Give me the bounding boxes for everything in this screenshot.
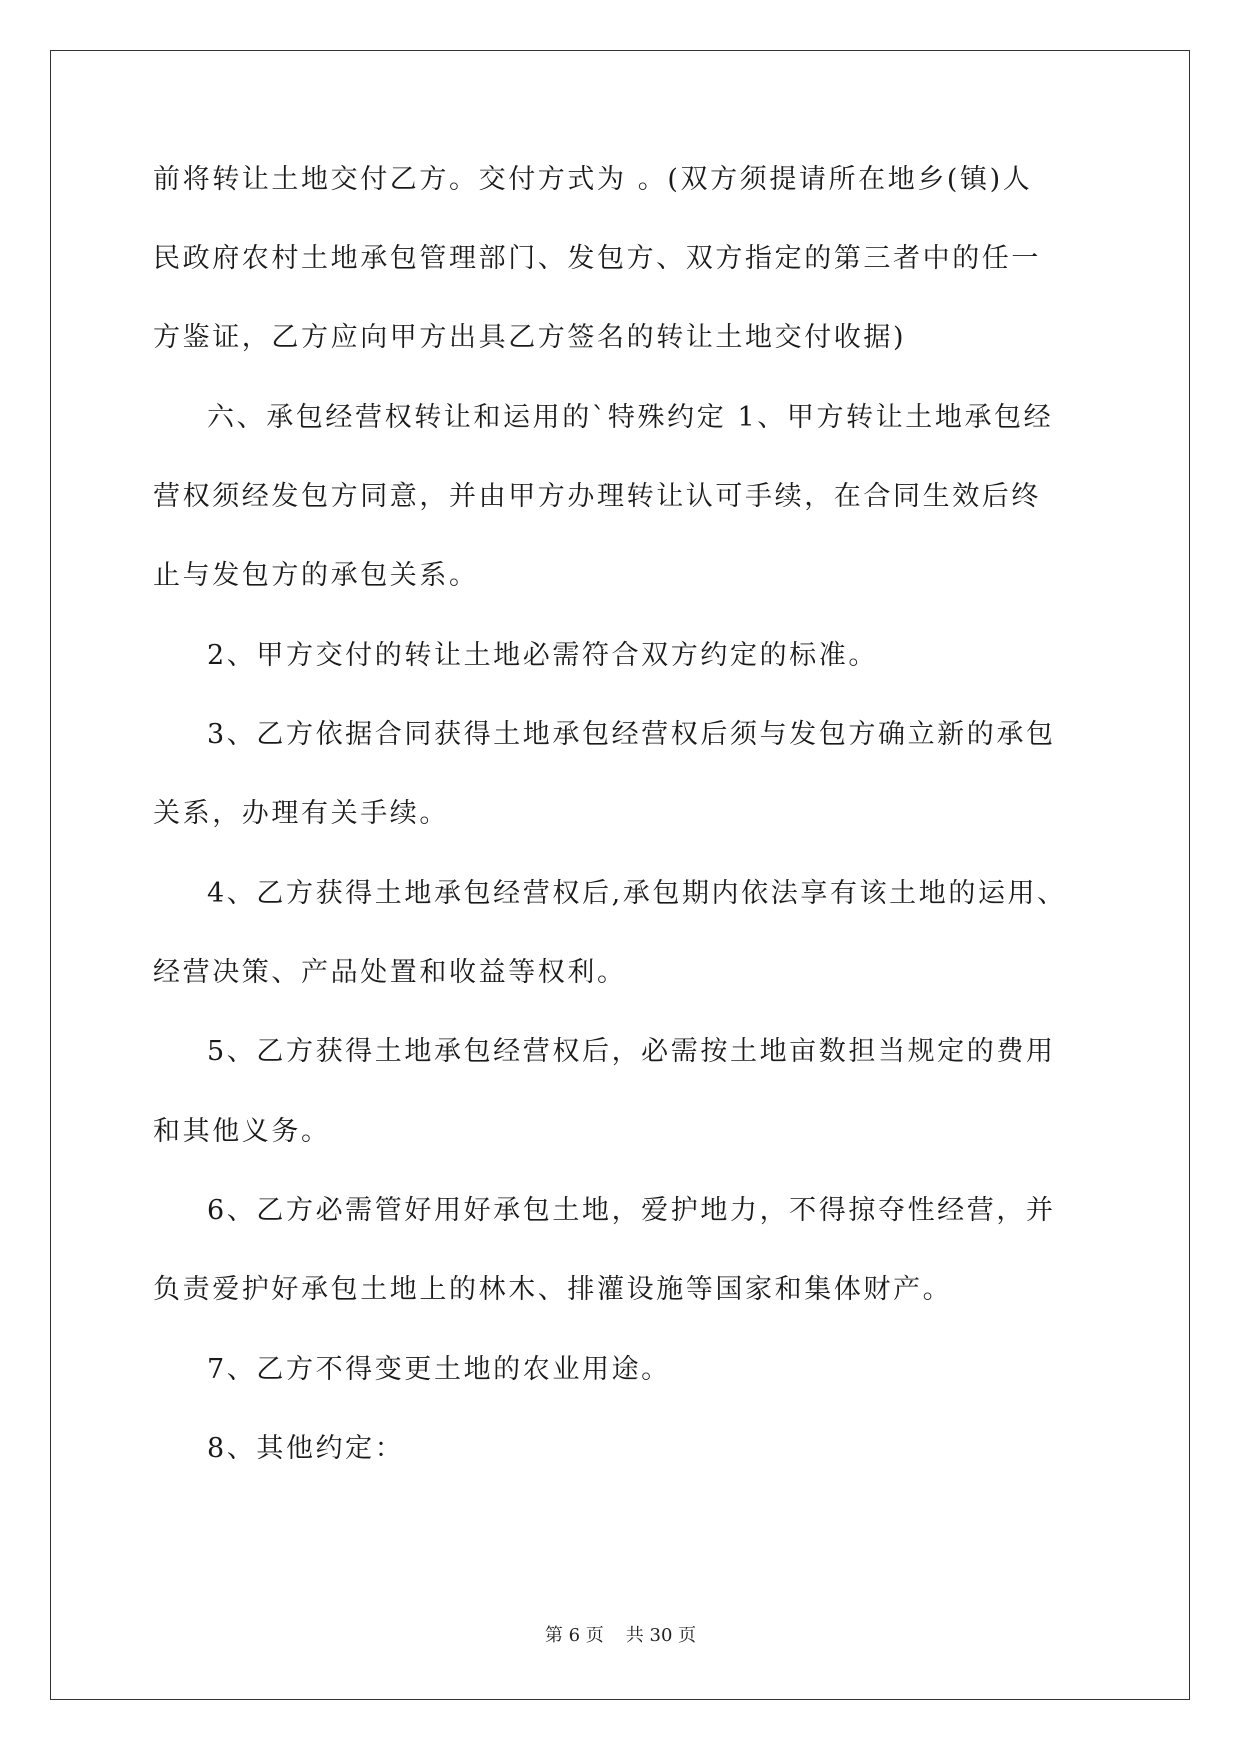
text-line: 关系，办理有关手续。	[153, 798, 449, 829]
text-line: 6、乙方必需管好用好承包土地，爱护地力，不得掠夺性经营，并	[207, 1195, 1056, 1226]
page-number-current: 第 6 页	[544, 1625, 604, 1646]
text-line: 4、乙方获得土地承包经营权后,承包期内依法享有该土地的运用、	[207, 878, 1067, 909]
page-number-total: 共 30 页	[625, 1625, 697, 1646]
text-line: 六、承包经营权转让和运用的`特殊约定 1、甲方转让土地承包经	[207, 402, 1054, 433]
text-line: 和其他义务。	[153, 1116, 331, 1147]
text-line: 负责爱护好承包土地上的林木、排灌设施等国家和集体财产。	[153, 1274, 953, 1305]
text-line: 7、乙方不得变更土地的农业用途。	[207, 1354, 671, 1385]
text-line: 5、乙方获得土地承包经营权后，必需按土地亩数担当规定的费用	[207, 1036, 1056, 1067]
text-line: 方鉴证，乙方应向甲方出具乙方签名的转让土地交付收据)	[153, 322, 907, 353]
text-line: 止与发包方的承包关系。	[153, 560, 479, 591]
text-line: 经营决策、产品处置和收益等权利。	[153, 957, 627, 988]
text-line: 前将转让土地交付乙方。交付方式为 。(双方须提请所在地乡(镇)人	[153, 164, 1033, 195]
text-line: 2、甲方交付的转让土地必需符合双方约定的标准。	[207, 640, 878, 671]
page-footer	[0, 1624, 1241, 1648]
text-line: 民政府农村土地承包管理部门、发包方、双方指定的第三者中的任一	[153, 243, 1041, 274]
text-line: 营权须经发包方同意，并由甲方办理转让认可手续，在合同生效后终	[153, 481, 1041, 512]
text-line: 3、乙方依据合同获得土地承包经营权后须与发包方确立新的承包	[207, 719, 1056, 750]
text-line: 8、其他约定：	[207, 1433, 405, 1464]
